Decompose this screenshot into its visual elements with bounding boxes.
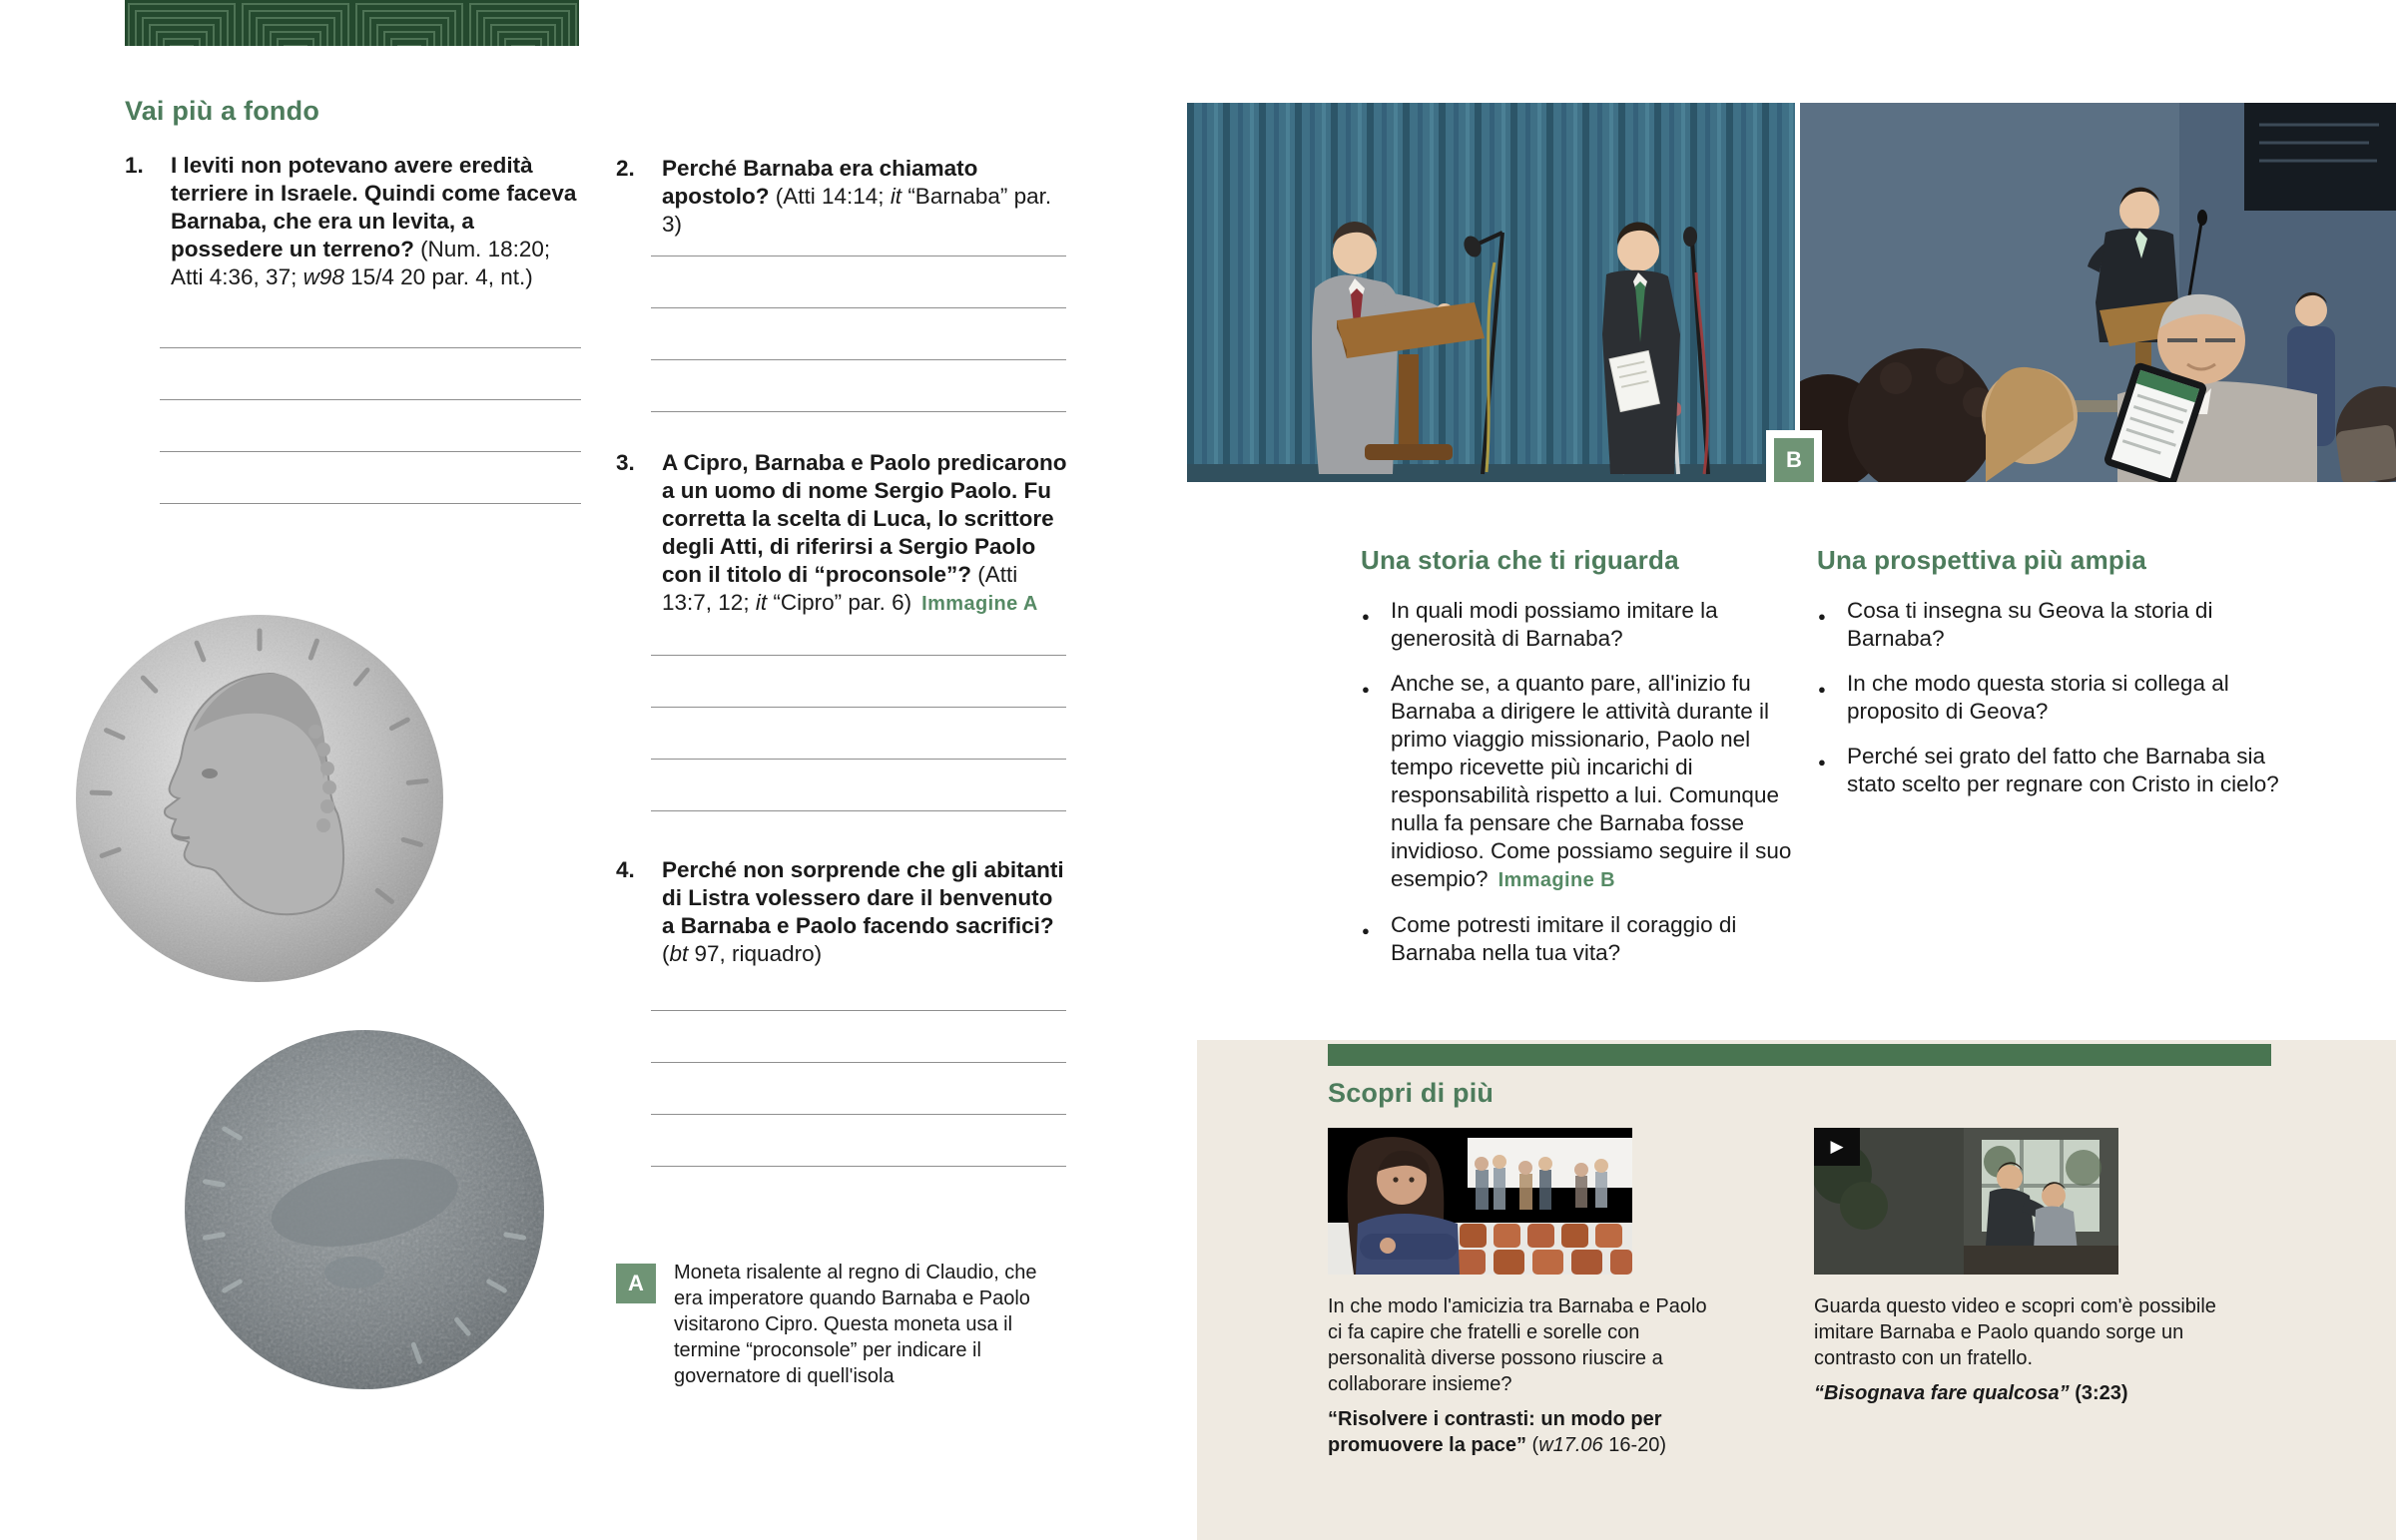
answer-line	[651, 1114, 1066, 1166]
question-4	[616, 856, 1067, 968]
bullet-text: Cosa ti insegna su Geova la storia di Barnaba?	[1847, 598, 2213, 651]
section-title-perspective: Una prospettiva più ampia	[1817, 545, 2147, 575]
scripture-reference: “Cipro” par. 6)	[767, 590, 912, 615]
answer-line	[651, 1166, 1066, 1218]
bullet-item	[1361, 597, 1792, 653]
section-title-go-deeper: Vai più a fondo	[125, 96, 320, 126]
scripture-reference: 97, riquadro)	[688, 941, 823, 966]
figure-caption-a: Moneta risalente al regno di Claudio, che era imperatore quando Barnaba e Paolo visitarono Cipro. Questa moneta usa il termine “proconsole” per indicare il governatore di quell'isola	[674, 1262, 1037, 1387]
bullet-text: In quali modi possiamo imitare la generosità di Barnaba?	[1391, 598, 1718, 651]
question-number: 2.	[616, 156, 635, 181]
answer-line	[160, 451, 581, 503]
answer-line	[651, 307, 1066, 359]
question-number: 3.	[616, 450, 635, 475]
perspective-bullet-list	[1817, 597, 2281, 815]
bullet-text: Perché sei grato del fatto che Barnaba sia stato scelto per regnare con Cristo in cielo?	[1847, 744, 2279, 796]
question-1	[125, 152, 584, 291]
answer-line	[651, 759, 1066, 810]
play-icon[interactable]	[1814, 1128, 1860, 1166]
reference-text: (	[1525, 1434, 1539, 1456]
answer-line	[651, 1062, 1066, 1114]
publication-abbrev: w98	[302, 264, 344, 289]
publication-link-article[interactable]: “Risolvere i contrasti: un modo per promuovere la pace”	[1328, 1408, 1662, 1456]
bullet-item	[1817, 743, 2281, 798]
question-text	[662, 155, 1067, 239]
scripture-reference: 15/4 20 par. 4, nt.)	[343, 264, 533, 289]
bullet-text: In che modo questa storia si collega al proposito di Geova?	[1847, 671, 2229, 724]
answer-lines-q2	[651, 256, 1066, 463]
scripture-reference: (Atti 13:7, 12;	[662, 562, 1018, 615]
story-bullet-list	[1361, 597, 1792, 984]
section-title-story: Una storia che ti riguarda	[1361, 545, 1679, 575]
figure-label-b: B	[1774, 438, 1814, 482]
answer-line	[651, 1010, 1066, 1062]
question-2	[616, 155, 1067, 239]
publication-link-video[interactable]: “Bisognava fare qualcosa”	[1814, 1382, 2070, 1404]
question-bold-text: Perché Barnaba era chiamato apostolo?	[662, 156, 978, 209]
question-text	[662, 449, 1067, 618]
question-bold-text: A Cipro, Barnaba e Paolo predicarono a un uomo di nome Sergio Paolo. Fu corretta la scelta di Luca, lo scrittore degli Atti, di riferirsi a Sergio Paolo con il titolo di “proconsole”?	[662, 450, 1067, 587]
scripture-reference: (	[662, 941, 670, 966]
reference-text: 16-20)	[1602, 1434, 1667, 1456]
bullet-text: Anche se, a quanto pare, all'inizio fu Barnaba a dirigere le attività durante il primo viaggio missionario, Paolo nel tempo ricevette più incarichi di responsabilità rispetto a lui. Comunque nulla fa pensare che Barnaba fosse invidioso. Come possiamo seguire il suo esempio?	[1391, 671, 1792, 891]
question-3	[616, 449, 1067, 618]
publication-abbrev: it	[890, 184, 902, 209]
figure-label-a: A	[616, 1264, 656, 1303]
answer-line	[651, 256, 1066, 307]
video-duration: (3:23)	[2069, 1382, 2128, 1404]
question-text	[662, 856, 1067, 968]
bullet-text: Come potresti imitare il coraggio di Barnaba nella tua vita?	[1391, 912, 1737, 965]
scripture-reference: “Barnaba” par. 3)	[662, 184, 1052, 237]
bullet-item	[1817, 670, 2281, 726]
discover-article-caption	[1328, 1293, 1722, 1458]
bullet-item	[1361, 670, 1792, 894]
scripture-reference: (Atti 14:14;	[769, 184, 891, 209]
question-bold-text: Perché non sorprende che gli abitanti di Listra volessero dare il benvenuto a Barnaba e Paolo facendo sacrifici?	[662, 857, 1064, 938]
answer-line	[160, 399, 581, 451]
publication-abbrev: bt	[669, 941, 689, 966]
answer-line	[651, 707, 1066, 759]
answer-lines-q3	[651, 655, 1066, 862]
question-text	[171, 152, 584, 291]
question-number: 4.	[616, 857, 635, 882]
video-thumbnail[interactable]	[1814, 1128, 2118, 1275]
answer-line	[160, 347, 581, 399]
play-glyph: ▶	[1830, 1137, 1844, 1156]
answer-lines-q1	[160, 347, 581, 555]
coin-photo-reverse	[180, 1023, 549, 1397]
scripture-reference: (Num. 18:20; Atti 4:36, 37;	[171, 237, 551, 289]
discover-video-question: Guarda questo video e scopri com'è possibile imitare Barnaba e Paolo quando sorge un contrasto con un fratello.	[1814, 1295, 2216, 1369]
bullet-item	[1817, 597, 2281, 653]
figure-label-b-frame	[1766, 430, 1822, 482]
answer-line	[651, 655, 1066, 707]
answer-line	[160, 503, 581, 555]
discover-article-reference	[1328, 1406, 1722, 1458]
immagine-a-link[interactable]: Immagine A	[921, 593, 1038, 615]
article-thumbnail[interactable]	[1328, 1128, 1632, 1275]
stage-photo	[1187, 103, 1795, 482]
bullet-item	[1361, 911, 1792, 967]
coin-photo-obverse	[70, 604, 449, 993]
discover-video-reference	[1814, 1380, 2223, 1406]
answer-lines-q4	[651, 1010, 1066, 1218]
congregation-photo	[1800, 103, 2396, 482]
discover-accent-bar	[1328, 1044, 2271, 1066]
discover-article-question: In che modo l'amicizia tra Barnaba e Paolo ci fa capire che fratelli e sorelle con personalità diverse possono riuscire a collaborare insieme?	[1328, 1295, 1707, 1395]
decorative-banner	[125, 0, 579, 46]
discover-section-background	[1197, 1040, 2396, 1540]
question-number: 1.	[125, 153, 144, 178]
answer-line	[651, 810, 1066, 862]
maze-pattern-graphic	[125, 0, 579, 46]
publication-abbrev: w17.06	[1538, 1434, 1603, 1456]
answer-line	[651, 359, 1066, 411]
immagine-b-link[interactable]: Immagine B	[1498, 869, 1615, 891]
question-bold-text: I leviti non potevano avere eredità terriere in Israele. Quindi come faceva Barnaba, che era un levita, a possedere un terreno?	[171, 153, 577, 261]
section-title-discover: Scopri di più	[1328, 1078, 1495, 1108]
discover-video-caption	[1814, 1293, 2223, 1406]
publication-abbrev: it	[755, 590, 768, 615]
